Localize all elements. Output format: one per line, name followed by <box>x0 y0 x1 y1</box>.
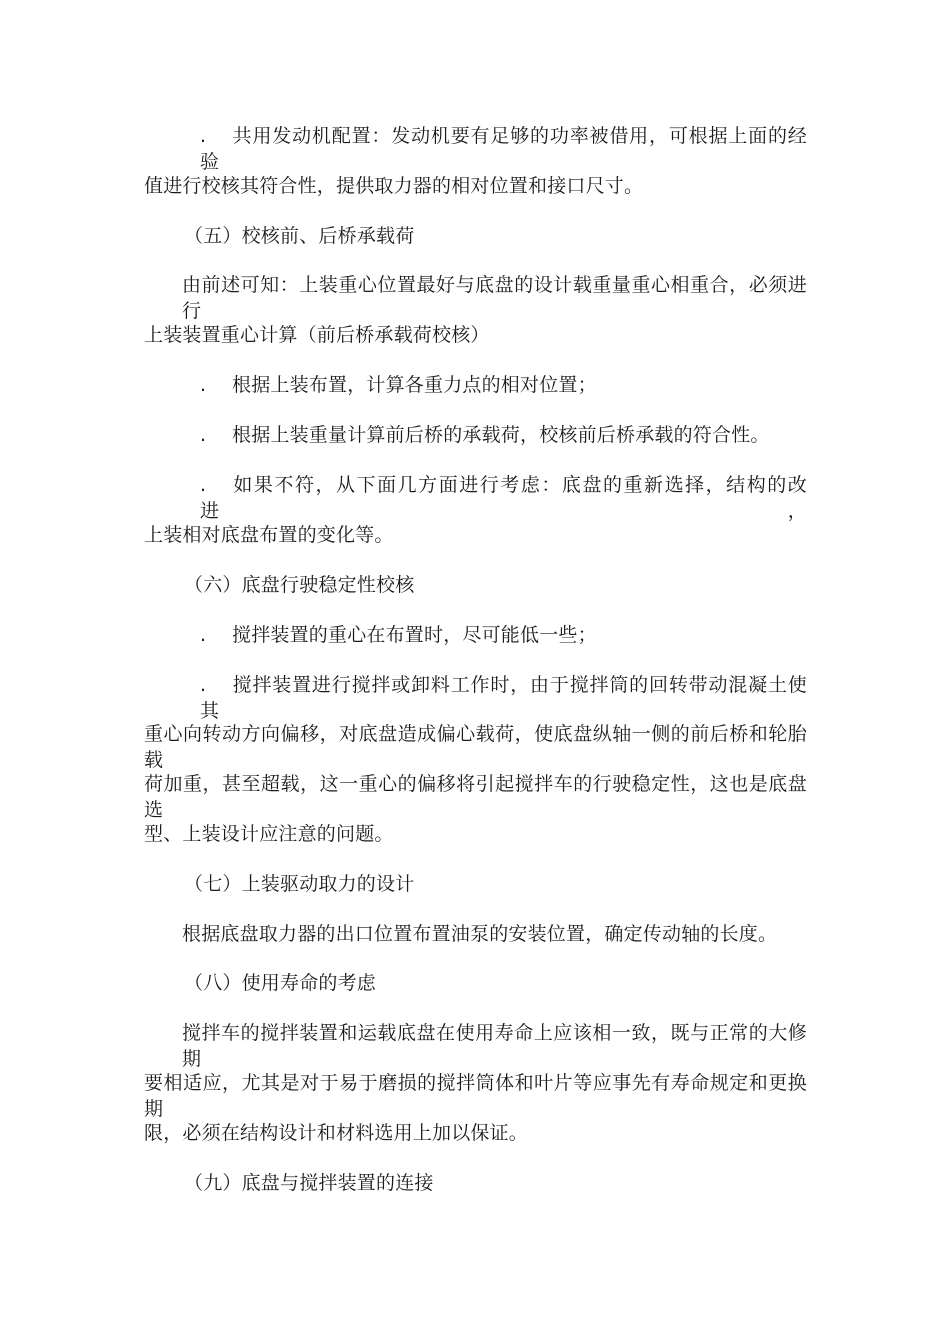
section-heading-7: （七）上装驱动取力的设计 <box>184 873 415 895</box>
bullet-if-not-match-line1 <box>200 472 807 524</box>
bullet-gravity-points <box>200 372 597 398</box>
bullet-low-center <box>200 622 597 648</box>
bullet-marker: . <box>200 125 207 147</box>
bullet-marker: . <box>200 374 207 396</box>
section-heading-6: （六）底盘行驶稳定性校核 <box>184 574 415 596</box>
bullet-text: 共用发动机配置：发动机要有足够的功率被借用，可根据上面的经验 <box>200 125 807 173</box>
bullet-marker: . <box>200 474 207 496</box>
section-heading-5: （五）校核前、后桥承载荷 <box>184 225 415 247</box>
paragraph-service-life-line1: 搅拌车的搅拌装置和运载底盘在使用寿命上应该相一致，既与正常的大修期 <box>182 1022 807 1070</box>
bullet-if-not-match-line2: 上装相对底盘布置的变化等。 <box>144 524 394 546</box>
bullet-text: 根据上装布置，计算各重力点的相对位置； <box>232 374 597 396</box>
paragraph-pto-design: 根据底盘取力器的出口位置布置油泵的安装位置，确定传动轴的长度。 <box>182 923 778 945</box>
bullet-text: 根据上装重量计算前后桥的承载荷，校核前后桥承载的符合性。 <box>232 424 770 446</box>
paragraph-axle-load-line1: 由前述可知：上装重心位置最好与底盘的设计载重量重心相重合，必须进行 <box>182 274 807 322</box>
paragraph-service-life-line2: 要相适应，尤其是对于易于磨损的搅拌筒体和叶片等应事先有寿命规定和更换期 <box>144 1072 807 1120</box>
bullet-eccentric-load-line2: 重心向转动方向偏移，对底盘造成偏心载荷，使底盘纵轴一侧的前后桥和轮胎载 <box>144 723 807 771</box>
bullet-marker: . <box>200 674 207 696</box>
bullet-text: 如果不符，从下面几方面进行考虑：底盘的重新选择，结构的改进， <box>200 474 807 522</box>
bullet-engine-config-line1 <box>200 123 807 175</box>
bullet-text: 搅拌装置的重心在布置时，尽可能低一些； <box>232 624 597 646</box>
bullet-engine-config-line2: 值进行校核其符合性，提供取力器的相对位置和接口尺寸。 <box>144 175 644 197</box>
bullet-marker: . <box>200 624 207 646</box>
section-heading-8: （八）使用寿命的考虑 <box>184 972 377 994</box>
bullet-marker: . <box>200 424 207 446</box>
section-heading-9: （九）底盘与搅拌装置的连接 <box>184 1172 434 1194</box>
bullet-eccentric-load-line3: 荷加重，甚至超载，这一重心的偏移将引起搅拌车的行驶稳定性，这也是底盘选 <box>144 773 807 821</box>
bullet-axle-check <box>200 422 770 448</box>
paragraph-service-life-line3: 限，必须在结构设计和材料选用上加以保证。 <box>144 1122 529 1144</box>
bullet-eccentric-load-line4: 型、上装设计应注意的问题。 <box>144 823 394 845</box>
paragraph-axle-load-line2: 上装装置重心计算（前后桥承载荷校核） <box>144 324 490 346</box>
bullet-eccentric-load-line1 <box>200 672 807 724</box>
bullet-text: 搅拌装置进行搅拌或卸料工作时，由于搅拌筒的回转带动混凝土使其 <box>200 674 807 722</box>
